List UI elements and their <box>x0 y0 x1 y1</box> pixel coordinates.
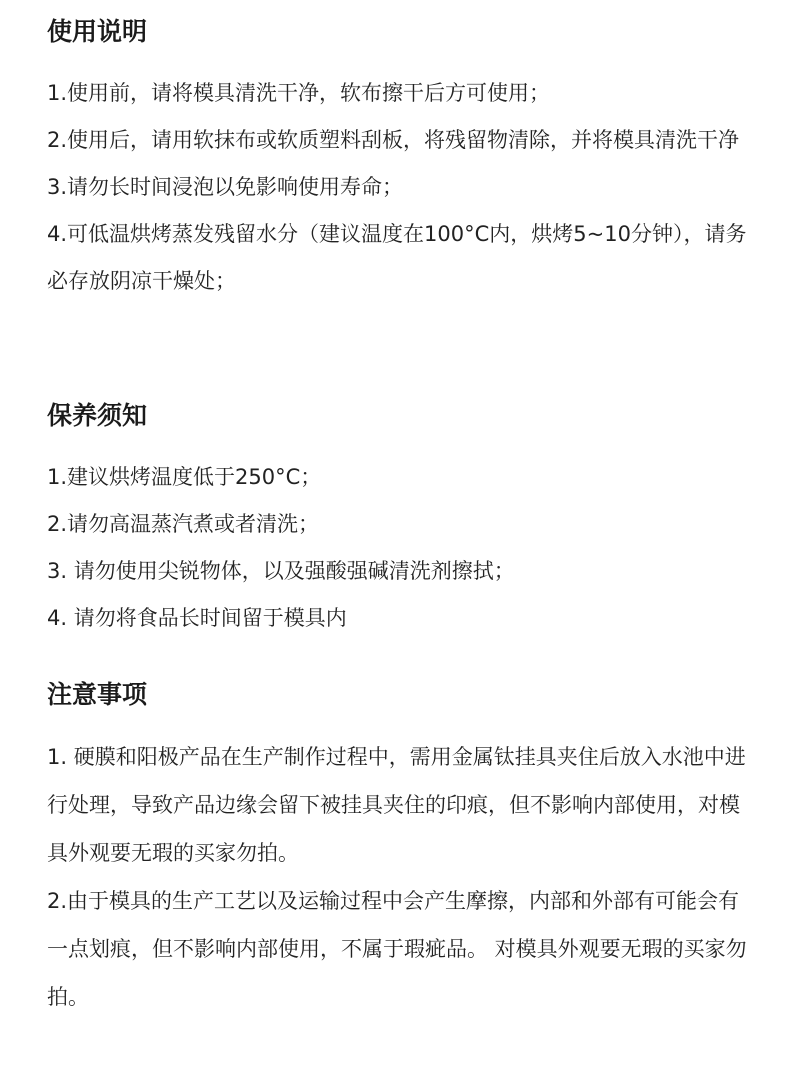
list-item: 3.请勿长时间浸泡以免影响使用寿命； <box>47 175 404 199</box>
list-item: 3. 请勿使用尖锐物体，以及强酸强碱清洗剂擦拭； <box>47 559 515 583</box>
list-item: 2.由于模具的生产工艺以及运输过程中会产生摩擦，内部和外部有可能会有一点划痕，但不影响内部使用，不属于瑕疵品。 对模具外观要无瑕的买家勿拍。 <box>47 889 747 1009</box>
usage-instructions-section <box>47 14 750 305</box>
precautions-section <box>47 677 750 1021</box>
list-item: 1.建议烘烤温度低于250°C； <box>47 465 322 489</box>
list-item: 4.可低温烘烤蒸发残留水分（建议温度在100°C内，烘烤5~10分钟），请务必存放阴凉干燥处； <box>47 222 747 293</box>
list-item: 2.使用后，请用软抹布或软质塑料刮板，将残留物清除，并将模具清洗干净 <box>47 128 740 152</box>
maintenance-section <box>47 398 750 642</box>
section-title: 注意事项 <box>47 680 148 709</box>
list-item: 4. 请勿将食品长时间留于模具内 <box>47 606 347 630</box>
list-item: 1.使用前，请将模具清洗干净，软布擦干后方可使用； <box>47 81 551 105</box>
usage-instructions-list <box>47 70 750 305</box>
precautions-list <box>47 733 750 1021</box>
list-item: 1. 硬膜和阳极产品在生产制作过程中，需用金属钛挂具夹住后放入水池中进行处理，导致产品边缘会留下被挂具夹住的印痕，但不影响内部使用，对模具外观要无瑕的买家勿拍。 <box>47 745 746 865</box>
list-item: 2.请勿高温蒸汽煮或者清洗； <box>47 512 320 536</box>
maintenance-list <box>47 454 750 642</box>
section-title: 使用说明 <box>47 17 148 46</box>
section-title: 保养须知 <box>47 401 148 430</box>
